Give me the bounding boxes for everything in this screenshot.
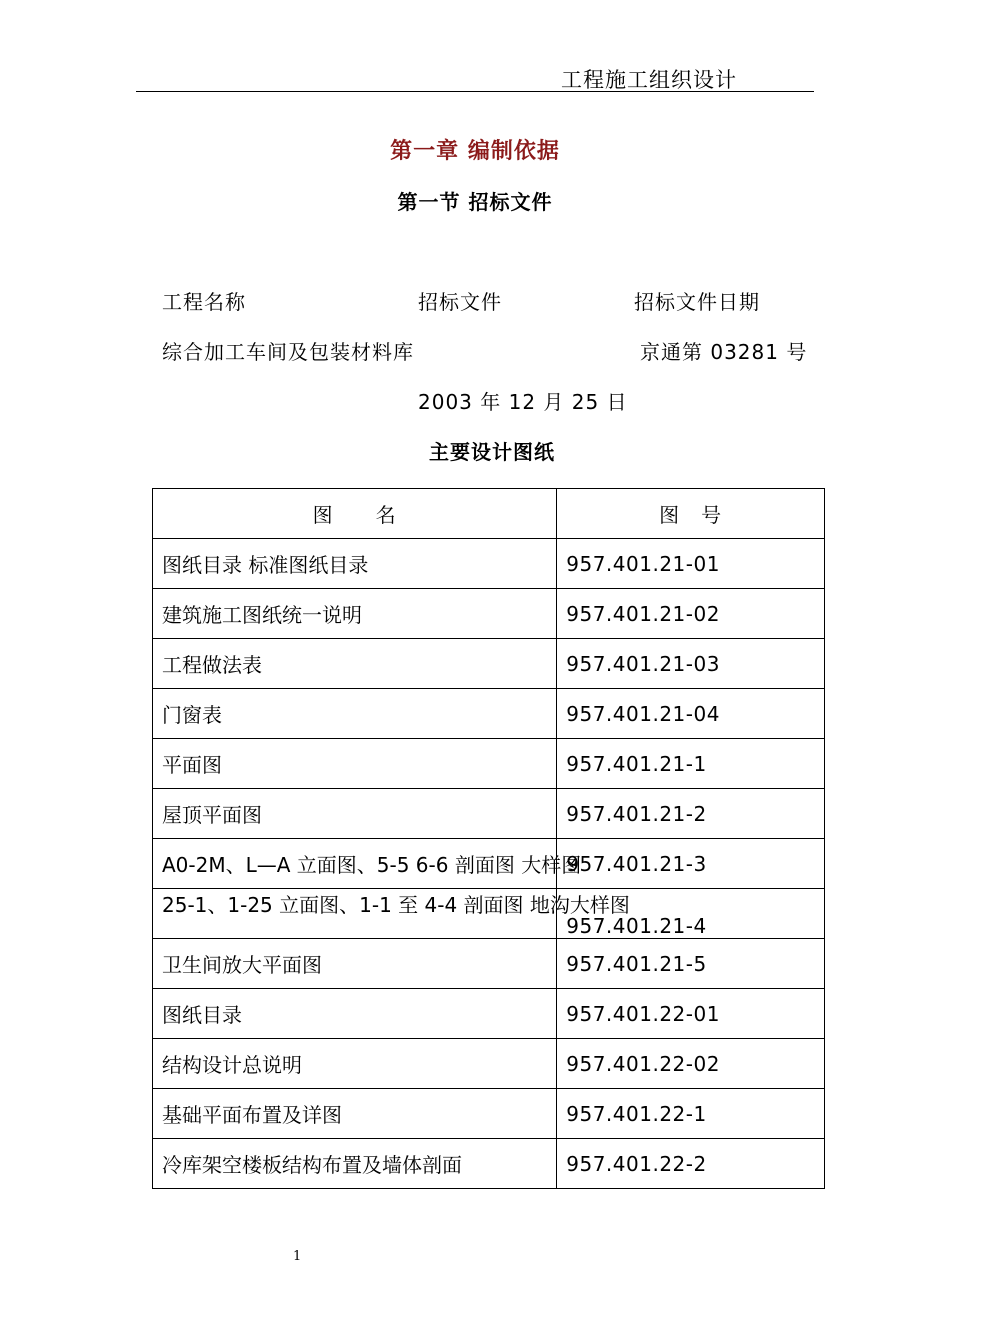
drawing-name: 冷库架空楼板结构布置及墙体剖面 (153, 1139, 557, 1189)
drawing-name: 卫生间放大平面图 (153, 939, 557, 989)
table-row (153, 689, 825, 739)
drawing-name: 25-1、1-25 立面图、1-1 至 4-4 剖面图 地沟大样图 (153, 889, 557, 939)
table-row (153, 839, 825, 889)
drawing-name: 基础平面布置及详图 (153, 1089, 557, 1139)
table-row (153, 539, 825, 589)
tender-number-value: 京通第 03281 号 (640, 340, 808, 364)
running-header-title: 工程施工组织设计 (561, 68, 737, 92)
drawing-number: 957.401.22-2 (557, 1139, 825, 1189)
section-title: 第一节 招标文件 (397, 190, 553, 214)
table-header-row (153, 489, 825, 539)
label-project-name: 工程名称 (162, 290, 246, 314)
drawing-number: 957.401.22-02 (557, 1039, 825, 1089)
table-row (153, 889, 825, 939)
drawing-number: 957.401.21-1 (557, 739, 825, 789)
drawings-table (152, 488, 825, 1189)
table-row (153, 989, 825, 1039)
drawing-name: 平面图 (153, 739, 557, 789)
drawing-name: 图纸目录 标准图纸目录 (153, 539, 557, 589)
header-rule (136, 91, 814, 92)
drawing-number: 957.401.21-4 (557, 889, 825, 939)
table-row (153, 789, 825, 839)
chapter-title: 第一章 编制依据 (390, 139, 560, 164)
drawing-number: 957.401.22-01 (557, 989, 825, 1039)
label-tender-document: 招标文件 (418, 290, 502, 314)
table-row (153, 1039, 825, 1089)
table-row (153, 1089, 825, 1139)
drawings-table-title: 主要设计图纸 (429, 440, 555, 464)
drawing-number: 957.401.22-1 (557, 1089, 825, 1139)
drawing-name: 建筑施工图纸统一说明 (153, 589, 557, 639)
table-row (153, 1139, 825, 1189)
page-number: 1 (293, 1249, 302, 1264)
drawing-name: 结构设计总说明 (153, 1039, 557, 1089)
header-drawing-number: 图 号 (557, 489, 825, 539)
table-row (153, 739, 825, 789)
table-row (153, 639, 825, 689)
drawing-number: 957.401.21-03 (557, 639, 825, 689)
header-drawing-name: 图 名 (153, 489, 557, 539)
drawing-number: 957.401.21-04 (557, 689, 825, 739)
drawing-number: 957.401.21-2 (557, 789, 825, 839)
drawing-name: 图纸目录 (153, 989, 557, 1039)
project-name-value: 综合加工车间及包装材料库 (162, 340, 414, 364)
drawing-number: 957.401.21-5 (557, 939, 825, 989)
drawing-name: 门窗表 (153, 689, 557, 739)
drawing-number: 957.401.21-01 (557, 539, 825, 589)
drawing-number: 957.401.21-02 (557, 589, 825, 639)
drawing-name: 工程做法表 (153, 639, 557, 689)
drawing-name: A0-2M、L—A 立面图、5-5 6-6 剖面图 大样图 (153, 839, 557, 889)
drawing-name: 屋顶平面图 (153, 789, 557, 839)
drawing-number: 957.401.21-3 (557, 839, 825, 889)
table-row (153, 589, 825, 639)
label-tender-date: 招标文件日期 (634, 290, 760, 314)
tender-date-value: 2003 年 12 月 25 日 (418, 390, 628, 414)
table-row (153, 939, 825, 989)
